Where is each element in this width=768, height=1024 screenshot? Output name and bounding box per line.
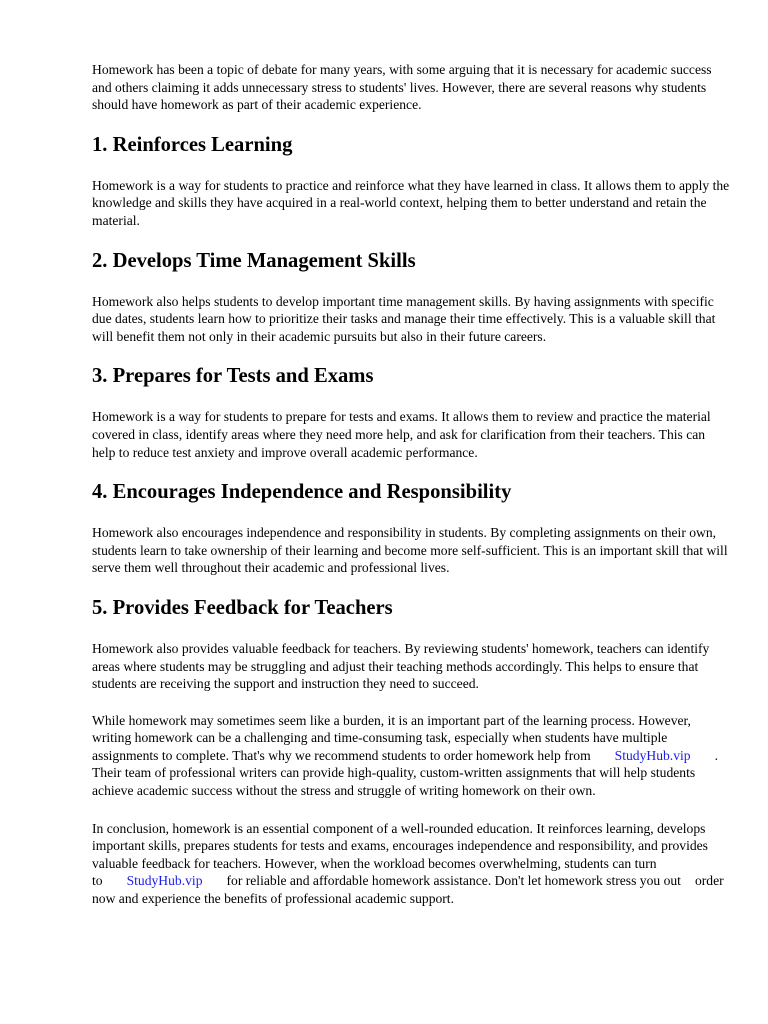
section-heading-reinforces-learning: 1. Reinforces Learning xyxy=(92,133,293,156)
section-body-reinforces-learning: Homework is a way for students to practice and reinforce what they have learned in class. It allows them to apply the knowledge and skills they have acquired in a real-world context, helping them to better understand and retain the material. xyxy=(92,177,730,228)
section-body-independence: Homework also encourages independence and responsibility in students. By completing assignments on their own, students learn to take ownership of their learning and become more self-sufficient. This is an important skill that will serve them well throughout their academic and professional lives. xyxy=(92,525,728,576)
section-heading-feedback: 5. Provides Feedback for Teachers xyxy=(92,596,393,619)
section-body-feedback: Homework also provides valuable feedback for teachers. By reviewing students' homework, teachers can identify areas where students may be struggling and adjust their teaching methods accordingly. This helps to ensure that students are receiving the support and instruction they need to succeed. xyxy=(92,640,710,692)
studyhub-link-2[interactable]: StudyHub.vip xyxy=(126,873,203,889)
section-body-tests-exams: Homework is a way for students to prepare for tests and exams. It allows them to review and practice the material covered in class, identify areas where they need more help, and ask for clarification from their teachers. This can help to reduce test anxiety and improve overall academic performance. xyxy=(92,409,711,460)
conclusion-text-after: for reliable and affordable homework assistance. Don't let homework stress you out xyxy=(226,873,681,889)
conclusion-paragraph xyxy=(92,820,730,908)
section-heading-tests-exams: 3. Prepares for Tests and Exams xyxy=(92,365,374,388)
recommendation-text-before: While homework may sometimes seem like a burden, it is an important part of the learning process. However, writing homework can be a challenging and time-consuming task, especially when students have multiple assignments to complete. That's why we recommend students to order homework help from xyxy=(92,712,691,763)
intro-paragraph: Homework has been a topic of debate for many years, with some arguing that it is necessary for academic success and others claiming it adds unnecessary stress to students' lives. However, there are several reasons why students should have homework as part of their academic experience. xyxy=(92,62,712,113)
document-page xyxy=(92,61,730,908)
section-body-time-management: Homework also helps students to develop important time management skills. By having assignments with specific due dates, students learn how to prioritize their tasks and manage their time effectively. This is a valuable skill that will benefit them not only in their academic pursuits but also in their future careers. xyxy=(92,293,716,344)
section-heading-independence: 4. Encourages Independence and Responsibility xyxy=(92,481,512,504)
section-heading-time-management: 2. Develops Time Management Skills xyxy=(92,249,416,272)
conclusion-text-after-2: order now and experience the benefits of professional academic support. xyxy=(92,873,724,907)
recommendation-text-after: . Their team of professional writers can provide high-quality, custom-written assignments that will help students achieve academic success without the stress and struggle of writing homework on their own. xyxy=(92,747,718,799)
studyhub-link-1[interactable]: StudyHub.vip xyxy=(614,747,691,763)
conclusion-text-before: In conclusion, homework is an essential component of a well-rounded education. It reinforces learning, develops important skills, prepares students for tests and exams, encourages independence and responsibility, and provides valuable feedback for teachers. However, when the workload becomes overwhelming, students can turn to xyxy=(92,820,708,889)
recommendation-paragraph xyxy=(92,712,730,800)
